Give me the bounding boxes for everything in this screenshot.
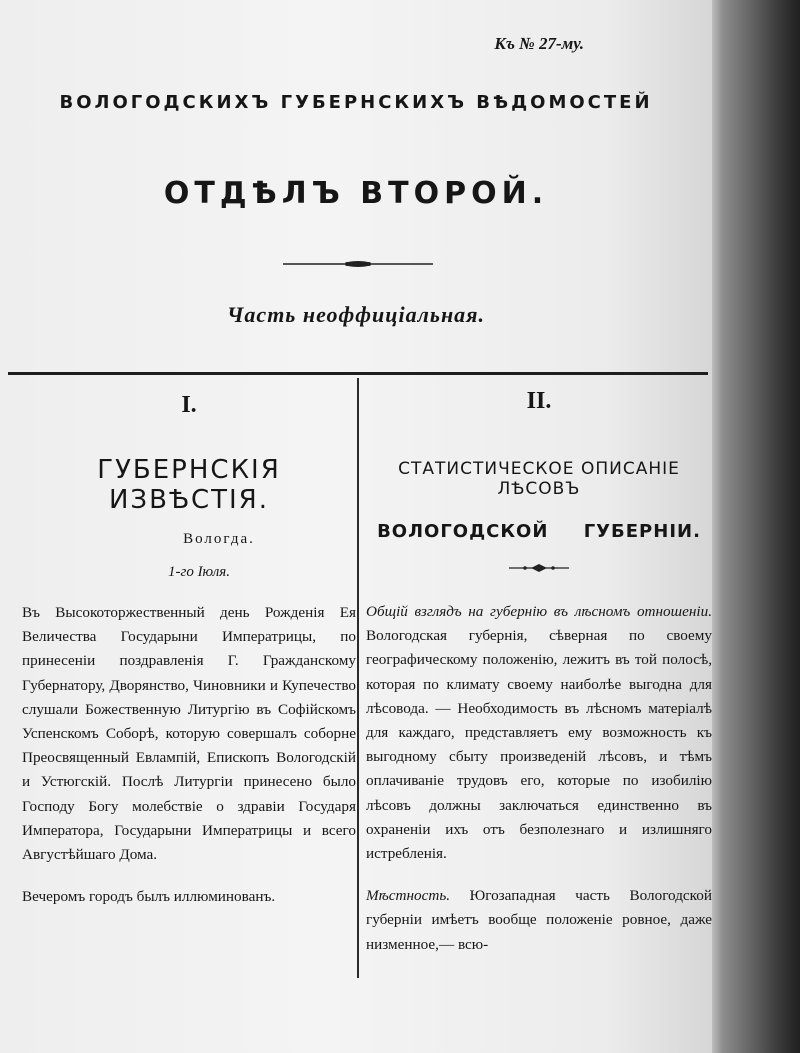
article-title-line2: ВОЛОГОДСКОЙ ГУБЕРНІИ.	[377, 521, 701, 542]
left-column-rubric: ГУБЕРНСКІЯ ИЗВѢСТІЯ.	[97, 455, 281, 515]
paragraph-body: Вологодская губернія, сѣверная по своему географическому положенію, лежитъ въ той полосѣ, которая по климату своему наиболѣе выгодна для лѣсовода. — Необходимость въ лѣсномъ матеріалѣ для каждаго, представляетъ ему возможность къ выгодному сбыту произведеній лѣсовъ, и тѣмъ оплачиваніе трудовъ его, которые по изобилію лѣсовъ должны заключаться единственно въ охраненіи ихъ отъ безполезнаго и излишняго истребленія.	[366, 627, 712, 863]
masthead: ВОЛОГОДСКИХЪ ГУБЕРНСКИХЪ ВѢДОМОСТЕЙ	[59, 92, 653, 113]
section-title: ОТДѢЛЪ ВТОРОЙ.	[163, 176, 549, 211]
article-paragraph	[366, 884, 712, 957]
left-column-numeral: I.	[181, 392, 197, 418]
ornament-divider	[283, 260, 433, 268]
article-title-line1: СТАТИСТИЧЕСКОЕ ОПИСАНІЕ ЛѢСОВЪ	[398, 459, 680, 499]
right-column-numeral: II.	[526, 388, 552, 414]
right-column	[366, 378, 712, 957]
small-ornament	[509, 564, 569, 572]
news-paragraph: Въ Высокоторжественный день Рожденія Ея Величества Государыни Императрицы, по принесеніи поздравленія Г. Гражданскому Губернатору, Дворянство, Чиновники и Купечество слушали Божественную Литургію въ Софійскомъ Успенскомъ Соборѣ, которую совершалъ соборне Преосвященный Евлампій, Епископъ Вологодскій и Устюгскій. Послѣ Литургіи принесено было Господу Богу молебствіе о здравіи Государя Императора, Государыни Императрицы и всего Августѣйшаго Дома.	[22, 604, 356, 864]
paragraph-lead: Мѣстность.	[366, 887, 451, 905]
news-paragraph: Вечеромъ городъ былъ иллюминованъ.	[22, 888, 276, 906]
part-title: Часть неоффиціальная.	[226, 302, 486, 327]
column-rule	[357, 378, 359, 978]
page-shadow-edge	[712, 0, 800, 1053]
article-paragraph	[366, 600, 712, 866]
section-rule	[8, 372, 708, 375]
paragraph-lead: Общій взглядъ на губернію въ лѣсномъ отношеніи.	[366, 603, 712, 620]
paragraph-body: Югозападная часть Вологодской губерніи имѣетъ вообще положеніе ровное, даже низменное,— всю-	[366, 887, 712, 953]
dateline-place: Вологда.	[183, 531, 255, 547]
dateline-date: 1-го Іюля.	[167, 564, 231, 580]
issue-number: Къ № 27-му.	[494, 34, 584, 53]
left-column	[22, 378, 356, 909]
